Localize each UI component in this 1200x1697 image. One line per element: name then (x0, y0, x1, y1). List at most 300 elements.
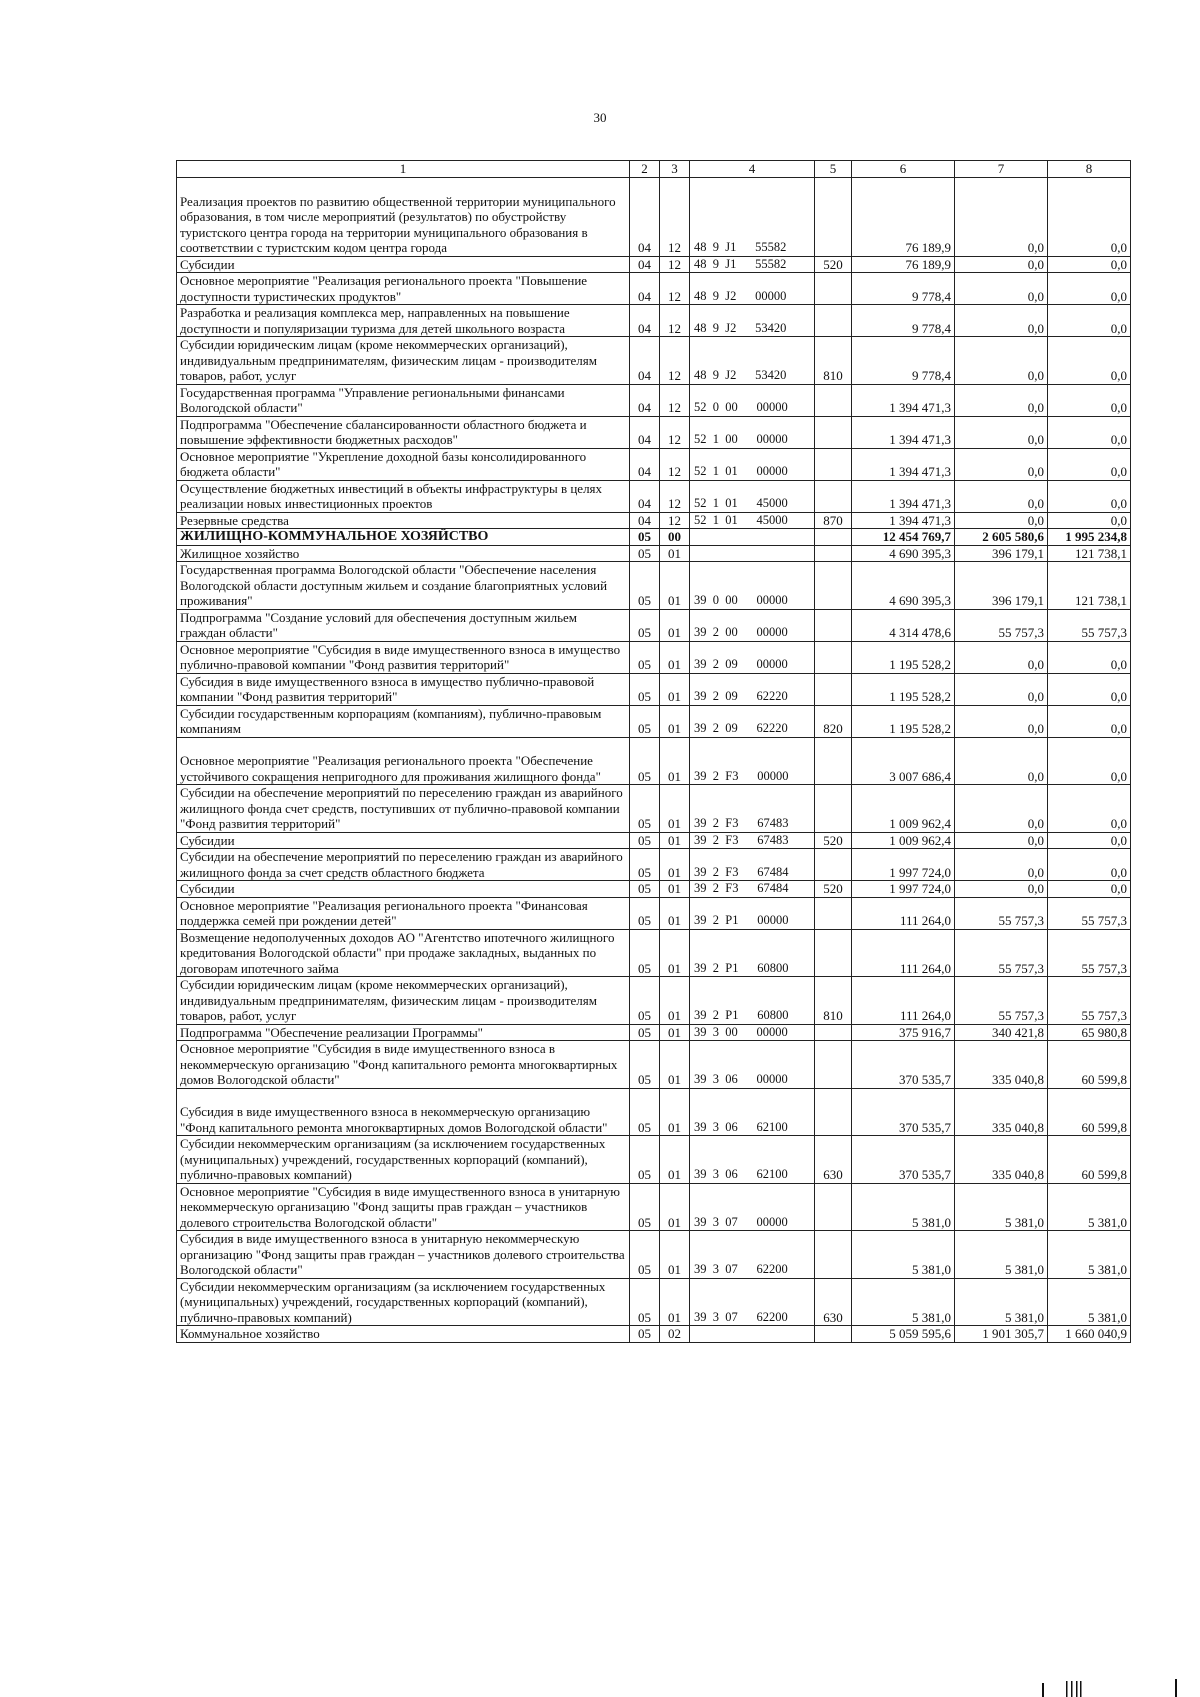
amount-col6-cell: 1 997 724,0 (852, 849, 955, 881)
expense-type-cell (815, 1231, 852, 1279)
amount-col8-cell: 1 660 040,9 (1048, 1326, 1131, 1343)
amount-col7-cell: 0,0 (955, 849, 1048, 881)
amount-col6-cell: 1 195 528,2 (852, 673, 955, 705)
expense-type-cell (815, 849, 852, 881)
target-article-cell: 48 9 J2 00000 (690, 273, 815, 305)
amount-col7-cell: 340 421,8 (955, 1024, 1048, 1041)
target-article-cell (690, 545, 815, 562)
expense-type-cell (815, 178, 852, 257)
amount-col8-cell: 0,0 (1048, 849, 1131, 881)
row-name-cell: ЖИЛИЩНО-КОММУНАЛЬНОЕ ХОЗЯЙСТВО (177, 529, 630, 546)
row-name-cell: Субсидии (177, 256, 630, 273)
amount-col6-cell: 1 009 962,4 (852, 832, 955, 849)
table-row (177, 929, 1131, 977)
amount-col6-cell: 370 535,7 (852, 1136, 955, 1184)
row-name-cell: Резервные средства (177, 512, 630, 529)
section-code-cell: 05 (630, 529, 660, 546)
subsection-code-cell: 01 (660, 1088, 690, 1136)
section-code-cell: 05 (630, 1183, 660, 1231)
subsection-code-cell: 01 (660, 609, 690, 641)
section-code-cell: 04 (630, 480, 660, 512)
expense-type-cell (815, 737, 852, 785)
amount-col8-cell: 0,0 (1048, 512, 1131, 529)
section-code-cell: 05 (630, 977, 660, 1025)
amount-col8-cell: 55 757,3 (1048, 609, 1131, 641)
table-row (177, 849, 1131, 881)
amount-col7-cell: 0,0 (955, 737, 1048, 785)
subsection-code-cell: 01 (660, 785, 690, 833)
target-article-cell: 48 9 J2 53420 (690, 305, 815, 337)
column-header-5: 5 (815, 161, 852, 178)
subsection-code-cell: 01 (660, 849, 690, 881)
subsection-code-cell: 12 (660, 480, 690, 512)
column-header-3: 3 (660, 161, 690, 178)
section-code-cell: 05 (630, 1024, 660, 1041)
expense-type-cell: 520 (815, 881, 852, 898)
table-row (177, 897, 1131, 929)
expense-type-cell (815, 480, 852, 512)
expense-type-cell (815, 273, 852, 305)
table-row (177, 1088, 1131, 1136)
amount-col7-cell: 55 757,3 (955, 977, 1048, 1025)
expense-type-cell (815, 529, 852, 546)
amount-col7-cell: 0,0 (955, 273, 1048, 305)
amount-col8-cell: 0,0 (1048, 256, 1131, 273)
subsection-code-cell: 01 (660, 673, 690, 705)
subsection-code-cell: 01 (660, 977, 690, 1025)
amount-col7-cell: 0,0 (955, 480, 1048, 512)
amount-col7-cell: 5 381,0 (955, 1183, 1048, 1231)
expense-type-cell (815, 1024, 852, 1041)
amount-col8-cell: 60 599,8 (1048, 1088, 1131, 1136)
amount-col7-cell: 0,0 (955, 337, 1048, 385)
expense-type-cell: 630 (815, 1278, 852, 1326)
column-header-2: 2 (630, 161, 660, 178)
table-row (177, 1278, 1131, 1326)
row-name-cell: Подпрограмма "Обеспечение сбалансированности областного бюджета и повышение эффективности бюджетных расходов" (177, 416, 630, 448)
target-article-cell: 39 3 06 00000 (690, 1041, 815, 1089)
section-code-cell: 05 (630, 673, 660, 705)
subsection-code-cell: 01 (660, 832, 690, 849)
subsection-code-cell: 12 (660, 384, 690, 416)
section-code-cell: 04 (630, 273, 660, 305)
row-name-cell: Субсидии государственным корпорациям (компаниям), публично-правовым компаниям (177, 705, 630, 737)
row-name-cell: Субсидия в виде имущественного взноса в унитарную некоммерческую организацию "Фонд защиты прав граждан – участников долевого строительства Вологодской области" (177, 1231, 630, 1279)
table-row (177, 977, 1131, 1025)
subsection-code-cell: 01 (660, 1041, 690, 1089)
expense-type-cell: 630 (815, 1136, 852, 1184)
row-name-cell: Государственная программа "Управление региональными финансами Вологодской области" (177, 384, 630, 416)
amount-col6-cell: 9 778,4 (852, 305, 955, 337)
amount-col7-cell: 5 381,0 (955, 1231, 1048, 1279)
target-article-cell: 39 2 F3 67483 (690, 832, 815, 849)
amount-col6-cell: 12 454 769,7 (852, 529, 955, 546)
row-name-cell: Разработка и реализация комплекса мер, направленных на повышение доступности и популяризации туризма для детей школьного возраста (177, 305, 630, 337)
amount-col6-cell: 3 007 686,4 (852, 737, 955, 785)
amount-col7-cell: 396 179,1 (955, 562, 1048, 610)
target-article-cell: 39 3 07 62200 (690, 1231, 815, 1279)
amount-col7-cell: 396 179,1 (955, 545, 1048, 562)
expense-type-cell (815, 305, 852, 337)
amount-col8-cell: 0,0 (1048, 705, 1131, 737)
amount-col7-cell: 0,0 (955, 705, 1048, 737)
subsection-code-cell: 12 (660, 178, 690, 257)
table-row (177, 785, 1131, 833)
amount-col8-cell: 55 757,3 (1048, 897, 1131, 929)
target-article-cell: 39 2 00 00000 (690, 609, 815, 641)
expense-type-cell (815, 384, 852, 416)
row-name-cell: Основное мероприятие "Субсидия в виде имущественного взноса в некоммерческую организацию "Фонд капитального ремонта многоквартирных домов Вологодской области" (177, 1041, 630, 1089)
target-article-cell: 39 2 09 62220 (690, 705, 815, 737)
row-name-cell: Субсидия в виде имущественного взноса в некоммерческую организацию "Фонд капитального ремонта многоквартирных домов Вологодской области" (177, 1088, 630, 1136)
amount-col6-cell: 1 009 962,4 (852, 785, 955, 833)
expense-type-cell (815, 609, 852, 641)
table-row (177, 178, 1131, 257)
amount-col8-cell: 0,0 (1048, 881, 1131, 898)
row-name-cell: Субсидии (177, 881, 630, 898)
table-row (177, 705, 1131, 737)
amount-col7-cell: 55 757,3 (955, 609, 1048, 641)
target-article-cell: 39 2 P1 00000 (690, 897, 815, 929)
amount-col7-cell: 0,0 (955, 256, 1048, 273)
section-code-cell: 05 (630, 832, 660, 849)
amount-col6-cell: 370 535,7 (852, 1088, 955, 1136)
expense-type-cell (815, 929, 852, 977)
target-article-cell: 39 3 07 00000 (690, 1183, 815, 1231)
amount-col7-cell: 0,0 (955, 305, 1048, 337)
row-name-cell: Основное мероприятие "Субсидия в виде имущественного взноса в унитарную некоммерческую организацию "Фонд защиты прав граждан – участников долевого строительства Вологодской области" (177, 1183, 630, 1231)
target-article-cell (690, 529, 815, 546)
row-name-cell: Основное мероприятие "Реализация регионального проекта "Обеспечение устойчивого сокращения непригодного для проживания жилищного фонда" (177, 737, 630, 785)
row-name-cell: Субсидии юридическим лицам (кроме некоммерческих организаций), индивидуальным предпринимателям, физическим лицам - производителям товаров, работ, услуг (177, 977, 630, 1025)
amount-col7-cell: 0,0 (955, 785, 1048, 833)
row-name-cell: Осуществление бюджетных инвестиций в объекты инфраструктуры в целях реализации новых инвестиционных проектов (177, 480, 630, 512)
subsection-code-cell: 01 (660, 1231, 690, 1279)
amount-col6-cell: 1 394 471,3 (852, 512, 955, 529)
expense-type-cell: 820 (815, 705, 852, 737)
subsection-code-cell: 01 (660, 1183, 690, 1231)
row-name-cell: Реализация проектов по развитию общественной территории муниципального образования, в том числе мероприятий (результатов) по обустройству туристского центра города на территории муниципального образования в соответствии с туристским кодом центра города (177, 178, 630, 257)
amount-col7-cell: 0,0 (955, 673, 1048, 705)
target-article-cell: 48 9 J1 55582 (690, 256, 815, 273)
expense-type-cell: 520 (815, 256, 852, 273)
table-row (177, 416, 1131, 448)
expense-type-cell (815, 673, 852, 705)
section-code-cell: 05 (630, 545, 660, 562)
row-name-cell: Государственная программа Вологодской области "Обеспечение населения Вологодской области доступным жильем и создание благоприятных условий проживания" (177, 562, 630, 610)
table-row (177, 673, 1131, 705)
table-row (177, 305, 1131, 337)
amount-col6-cell: 4 690 395,3 (852, 562, 955, 610)
subsection-code-cell: 00 (660, 529, 690, 546)
amount-col6-cell: 5 381,0 (852, 1183, 955, 1231)
expense-type-cell (815, 1088, 852, 1136)
amount-col6-cell: 4 314 478,6 (852, 609, 955, 641)
table-row (177, 337, 1131, 385)
column-header-6: 6 (852, 161, 955, 178)
target-article-cell: 39 3 00 00000 (690, 1024, 815, 1041)
expense-type-cell: 520 (815, 832, 852, 849)
section-code-cell: 04 (630, 337, 660, 385)
subsection-code-cell: 12 (660, 512, 690, 529)
column-number-row (177, 161, 1131, 178)
table-row (177, 512, 1131, 529)
expense-type-cell (815, 1041, 852, 1089)
table-row (177, 1136, 1131, 1184)
amount-col8-cell: 0,0 (1048, 305, 1131, 337)
section-code-cell: 04 (630, 256, 660, 273)
amount-col6-cell: 1 394 471,3 (852, 480, 955, 512)
table-row (177, 480, 1131, 512)
section-code-cell: 05 (630, 929, 660, 977)
amount-col7-cell: 0,0 (955, 178, 1048, 257)
amount-col8-cell: 0,0 (1048, 641, 1131, 673)
expense-type-cell (815, 448, 852, 480)
expense-type-cell (815, 785, 852, 833)
amount-col6-cell: 1 195 528,2 (852, 705, 955, 737)
amount-col6-cell: 9 778,4 (852, 273, 955, 305)
table-row (177, 609, 1131, 641)
amount-col6-cell: 5 381,0 (852, 1231, 955, 1279)
section-code-cell: 05 (630, 1041, 660, 1089)
section-code-cell: 04 (630, 416, 660, 448)
target-article-cell: 39 2 F3 00000 (690, 737, 815, 785)
target-article-cell: 48 9 J2 53420 (690, 337, 815, 385)
subsection-code-cell: 01 (660, 881, 690, 898)
row-name-cell: Возмещение недополученных доходов АО "Агентство ипотечного жилищного кредитования Вологодской области" при продаже закладных, выданных по договорам ипотечного займа (177, 929, 630, 977)
amount-col7-cell: 0,0 (955, 448, 1048, 480)
section-code-cell: 05 (630, 1088, 660, 1136)
amount-col7-cell: 55 757,3 (955, 929, 1048, 977)
row-name-cell: Субсидии на обеспечение мероприятий по переселению граждан из аварийного жилищного фонда счет средств, поступивших от публично-правовой компании "Фонд развития территорий" (177, 785, 630, 833)
target-article-cell: 39 2 F3 67484 (690, 881, 815, 898)
target-article-cell: 39 2 P1 60800 (690, 929, 815, 977)
subsection-code-cell: 12 (660, 416, 690, 448)
subsection-code-cell: 01 (660, 1024, 690, 1041)
subsection-code-cell: 12 (660, 305, 690, 337)
page-number: 30 (593, 110, 607, 125)
target-article-cell: 39 2 09 00000 (690, 641, 815, 673)
amount-col7-cell: 335 040,8 (955, 1136, 1048, 1184)
amount-col6-cell: 1 394 471,3 (852, 384, 955, 416)
row-name-cell: Основное мероприятие "Реализация регионального проекта "Финансовая поддержка семей при рождении детей" (177, 897, 630, 929)
section-code-cell: 05 (630, 737, 660, 785)
amount-col6-cell: 1 394 471,3 (852, 416, 955, 448)
column-header-1: 1 (177, 161, 630, 178)
amount-col6-cell: 1 394 471,3 (852, 448, 955, 480)
expense-type-cell (815, 545, 852, 562)
target-article-cell: 52 1 00 00000 (690, 416, 815, 448)
section-code-cell: 05 (630, 785, 660, 833)
amount-col8-cell: 55 757,3 (1048, 929, 1131, 977)
expense-type-cell (815, 1326, 852, 1343)
subsection-code-cell: 01 (660, 1278, 690, 1326)
row-name-cell: Основное мероприятие "Реализация регионального проекта "Повышение доступности туристических продуктов" (177, 273, 630, 305)
amount-col7-cell: 0,0 (955, 881, 1048, 898)
section-code-cell: 05 (630, 897, 660, 929)
amount-col7-cell: 335 040,8 (955, 1088, 1048, 1136)
row-name-cell: Основное мероприятие "Укрепление доходной базы консолидированного бюджета области" (177, 448, 630, 480)
subsection-code-cell: 01 (660, 641, 690, 673)
column-header-4: 4 (690, 161, 815, 178)
target-article-cell: 39 3 06 62100 (690, 1136, 815, 1184)
amount-col8-cell: 0,0 (1048, 737, 1131, 785)
subsection-code-cell: 01 (660, 897, 690, 929)
amount-col7-cell: 0,0 (955, 384, 1048, 416)
amount-col6-cell: 1 997 724,0 (852, 881, 955, 898)
target-article-cell: 52 1 01 45000 (690, 512, 815, 529)
amount-col8-cell: 5 381,0 (1048, 1278, 1131, 1326)
amount-col7-cell: 0,0 (955, 641, 1048, 673)
amount-col8-cell: 0,0 (1048, 448, 1131, 480)
amount-col6-cell: 375 916,7 (852, 1024, 955, 1041)
row-name-cell: Субсидии юридическим лицам (кроме некоммерческих организаций), индивидуальным предпринимателям, физическим лицам - производителям товаров, работ, услуг (177, 337, 630, 385)
expense-type-cell (815, 562, 852, 610)
section-code-cell: 04 (630, 178, 660, 257)
subsection-code-cell: 12 (660, 256, 690, 273)
amount-col8-cell: 0,0 (1048, 384, 1131, 416)
amount-col8-cell: 0,0 (1048, 480, 1131, 512)
subsection-code-cell: 12 (660, 273, 690, 305)
amount-col8-cell: 0,0 (1048, 178, 1131, 257)
section-code-cell: 05 (630, 641, 660, 673)
subsection-code-cell: 12 (660, 448, 690, 480)
amount-col7-cell: 2 605 580,6 (955, 529, 1048, 546)
column-header-7: 7 (955, 161, 1048, 178)
amount-col8-cell: 0,0 (1048, 337, 1131, 385)
expense-type-cell (815, 416, 852, 448)
expense-type-cell (815, 641, 852, 673)
amount-col8-cell: 0,0 (1048, 416, 1131, 448)
section-code-cell: 05 (630, 562, 660, 610)
amount-col8-cell: 121 738,1 (1048, 562, 1131, 610)
table-row (177, 448, 1131, 480)
section-code-cell: 05 (630, 1326, 660, 1343)
amount-col6-cell: 111 264,0 (852, 897, 955, 929)
table-row (177, 529, 1131, 546)
amount-col6-cell: 1 195 528,2 (852, 641, 955, 673)
amount-col7-cell: 0,0 (955, 512, 1048, 529)
subsection-code-cell: 01 (660, 737, 690, 785)
amount-col6-cell: 76 189,9 (852, 178, 955, 257)
amount-col8-cell: 55 757,3 (1048, 977, 1131, 1025)
table-body (177, 178, 1131, 1343)
subsection-code-cell: 01 (660, 545, 690, 562)
amount-col8-cell: 60 599,8 (1048, 1136, 1131, 1184)
subsection-code-cell: 02 (660, 1326, 690, 1343)
expense-type-cell (815, 1183, 852, 1231)
amount-col7-cell: 55 757,3 (955, 897, 1048, 929)
table-row (177, 1231, 1131, 1279)
expense-type-cell (815, 897, 852, 929)
scan-marks (1030, 1675, 1200, 1697)
table-row (177, 1024, 1131, 1041)
row-name-cell: Субсидии на обеспечение мероприятий по переселению граждан из аварийного жилищного фонда за счет средств областного бюджета (177, 849, 630, 881)
amount-col8-cell: 5 381,0 (1048, 1183, 1131, 1231)
expense-type-cell: 810 (815, 337, 852, 385)
section-code-cell: 05 (630, 609, 660, 641)
section-code-cell: 05 (630, 1231, 660, 1279)
row-name-cell: Жилищное хозяйство (177, 545, 630, 562)
table-row (177, 273, 1131, 305)
amount-col6-cell: 111 264,0 (852, 977, 955, 1025)
row-name-cell: Субсидии некоммерческим организациям (за исключением государственных (муниципальных) учреждений, государственных корпораций (компаний), публично-правовых компаний) (177, 1278, 630, 1326)
target-article-cell: 39 2 F3 67483 (690, 785, 815, 833)
target-article-cell: 39 2 09 62220 (690, 673, 815, 705)
target-article-cell: 39 0 00 00000 (690, 562, 815, 610)
subsection-code-cell: 01 (660, 705, 690, 737)
section-code-cell: 05 (630, 849, 660, 881)
table-row (177, 384, 1131, 416)
row-name-cell: Коммунальное хозяйство (177, 1326, 630, 1343)
amount-col7-cell: 1 901 305,7 (955, 1326, 1048, 1343)
section-code-cell: 04 (630, 384, 660, 416)
expense-type-cell: 870 (815, 512, 852, 529)
row-name-cell: Субсидии некоммерческим организациям (за исключением государственных (муниципальных) учреждений, государственных корпораций (компаний), публично-правовых компаний) (177, 1136, 630, 1184)
amount-col6-cell: 5 059 595,6 (852, 1326, 955, 1343)
table-row (177, 545, 1131, 562)
amount-col6-cell: 111 264,0 (852, 929, 955, 977)
subsection-code-cell: 01 (660, 1136, 690, 1184)
target-article-cell: 52 0 00 00000 (690, 384, 815, 416)
subsection-code-cell: 12 (660, 337, 690, 385)
section-code-cell: 05 (630, 705, 660, 737)
amount-col8-cell: 0,0 (1048, 785, 1131, 833)
amount-col8-cell: 1 995 234,8 (1048, 529, 1131, 546)
amount-col6-cell: 76 189,9 (852, 256, 955, 273)
amount-col8-cell: 65 980,8 (1048, 1024, 1131, 1041)
target-article-cell: 39 2 F3 67484 (690, 849, 815, 881)
expense-type-cell: 810 (815, 977, 852, 1025)
amount-col7-cell: 0,0 (955, 832, 1048, 849)
row-name-cell: Подпрограмма "Обеспечение реализации Программы" (177, 1024, 630, 1041)
section-code-cell: 04 (630, 512, 660, 529)
amount-col6-cell: 5 381,0 (852, 1278, 955, 1326)
amount-col8-cell: 121 738,1 (1048, 545, 1131, 562)
target-article-cell: 39 3 06 62100 (690, 1088, 815, 1136)
subsection-code-cell: 01 (660, 929, 690, 977)
section-code-cell: 04 (630, 448, 660, 480)
budget-table (176, 160, 1131, 1343)
table-row (177, 1326, 1131, 1343)
column-header-8: 8 (1048, 161, 1131, 178)
row-name-cell: Субсидии (177, 832, 630, 849)
target-article-cell: 52 1 01 00000 (690, 448, 815, 480)
section-code-cell: 05 (630, 1136, 660, 1184)
amount-col6-cell: 370 535,7 (852, 1041, 955, 1089)
target-article-cell (690, 1326, 815, 1343)
target-article-cell: 39 3 07 62200 (690, 1278, 815, 1326)
target-article-cell: 48 9 J1 55582 (690, 178, 815, 257)
table-row (177, 641, 1131, 673)
amount-col7-cell: 5 381,0 (955, 1278, 1048, 1326)
amount-col8-cell: 60 599,8 (1048, 1041, 1131, 1089)
row-name-cell: Субсидия в виде имущественного взноса в имущество публично-правовой компании "Фонд развития территорий" (177, 673, 630, 705)
table-row (177, 832, 1131, 849)
amount-col6-cell: 9 778,4 (852, 337, 955, 385)
amount-col8-cell: 0,0 (1048, 673, 1131, 705)
table-row (177, 1041, 1131, 1089)
amount-col8-cell: 5 381,0 (1048, 1231, 1131, 1279)
amount-col8-cell: 0,0 (1048, 273, 1131, 305)
target-article-cell: 52 1 01 45000 (690, 480, 815, 512)
subsection-code-cell: 01 (660, 562, 690, 610)
section-code-cell: 04 (630, 305, 660, 337)
target-article-cell: 39 2 P1 60800 (690, 977, 815, 1025)
table-row (177, 737, 1131, 785)
table-row (177, 1183, 1131, 1231)
row-name-cell: Основное мероприятие "Субсидия в виде имущественного взноса в имущество публично-правовой компании "Фонд развития территорий" (177, 641, 630, 673)
